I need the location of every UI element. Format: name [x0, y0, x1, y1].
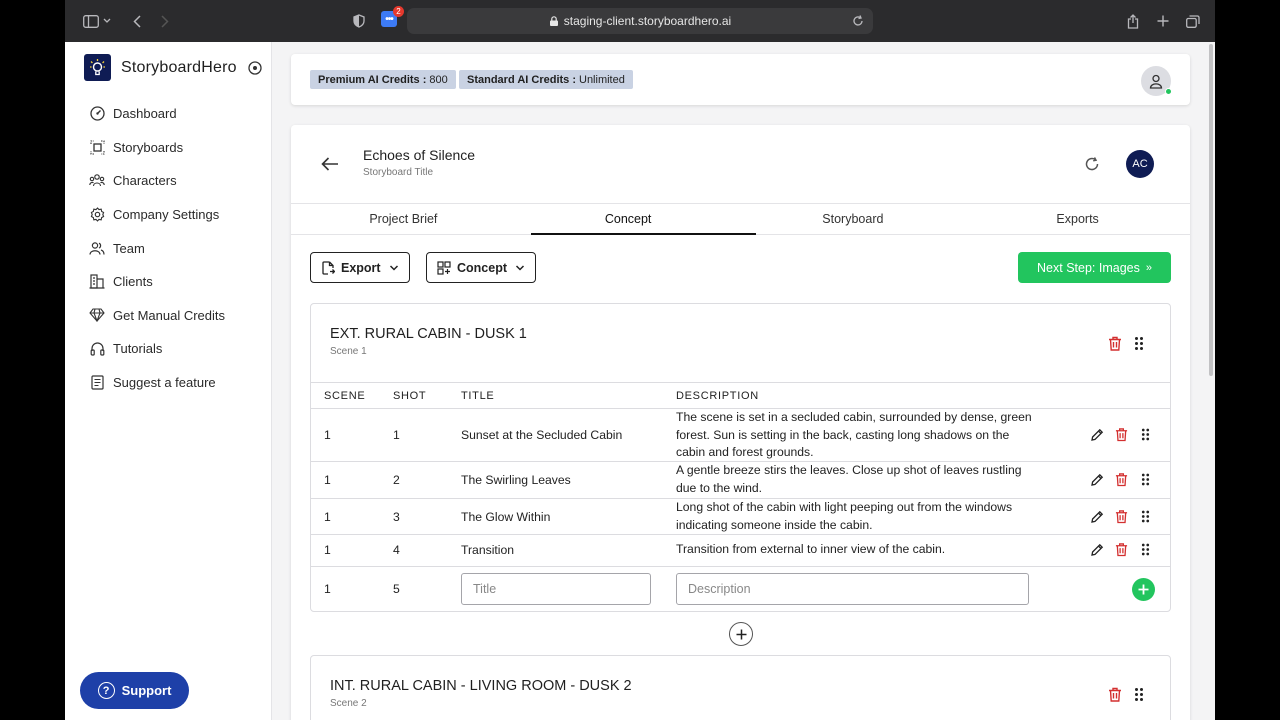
scene-header [311, 656, 1170, 720]
back-arrow-icon[interactable] [321, 157, 339, 171]
back-nav-icon[interactable] [127, 11, 147, 31]
cell-description: The scene is set in a secluded cabin, surrounded by dense, green forest. Sun is setting in the back, casting long shadows on the cabin and forest grounds. [676, 410, 1032, 459]
column-header-scene: SCENE [324, 390, 366, 402]
dashboard-icon [89, 106, 105, 122]
forward-nav-icon[interactable] [155, 11, 175, 31]
brand-logo[interactable] [84, 54, 237, 81]
premium-credits-value: 800 [429, 73, 448, 86]
storyboard-editor [291, 125, 1190, 720]
tab-exports[interactable]: Exports [1056, 212, 1099, 226]
browser-toolbar [65, 0, 1215, 42]
drag-handle-icon[interactable] [1141, 509, 1150, 524]
cell-scene: 1 [324, 582, 331, 596]
trash-icon[interactable] [1108, 336, 1122, 351]
standard-credits-label: Standard AI Credits : [467, 73, 576, 86]
standard-credits-value: Unlimited [579, 73, 625, 86]
collapse-sidebar-icon[interactable] [248, 61, 262, 75]
tab-storyboard[interactable]: Storyboard [822, 212, 884, 226]
cell-scene: 1 [324, 473, 331, 487]
step-tabs [291, 203, 1190, 235]
concept-dropdown-button[interactable] [426, 252, 536, 283]
cell-title: The Glow Within [461, 510, 551, 524]
scene-title[interactable]: INT. RURAL CABIN - LIVING ROOM - DUSK 2 [330, 678, 632, 694]
scene-card [310, 655, 1171, 720]
trash-icon[interactable] [1115, 427, 1128, 442]
lightbulb-logo-icon [84, 54, 111, 81]
sidebar-item-label: Storyboards [113, 139, 184, 155]
cell-shot: 2 [393, 473, 400, 487]
page-scrollbar[interactable] [1209, 44, 1213, 376]
sidebar-item-characters[interactable] [89, 164, 225, 198]
trash-icon[interactable] [1115, 542, 1128, 557]
new-tab-icon[interactable] [1153, 11, 1173, 31]
sidebar-item-dashboard[interactable] [89, 97, 225, 131]
extension-icon[interactable]: ••• [381, 11, 397, 27]
document-icon [89, 375, 105, 391]
sidebar-toggle-icon[interactable] [81, 11, 101, 31]
sidebar-item-suggest-feature[interactable] [89, 366, 225, 400]
new-shot-description-input[interactable] [676, 573, 1029, 605]
storyboard-title-caption: Storyboard Title [363, 167, 434, 178]
scene-header [311, 304, 1170, 383]
user-avatar[interactable] [1141, 66, 1171, 96]
cell-shot: 4 [393, 543, 400, 557]
sidebar-nav [89, 97, 225, 399]
cell-scene: 1 [324, 428, 331, 442]
new-shot-row [311, 567, 1170, 611]
cell-title: Transition [461, 543, 515, 557]
cell-scene: 1 [324, 510, 331, 524]
sidebar-item-company-settings[interactable] [89, 198, 225, 232]
tab-overview-icon[interactable] [1183, 11, 1203, 31]
team-icon [89, 240, 105, 256]
scene-label: Scene 2 [330, 698, 367, 709]
storyboards-icon [89, 139, 105, 155]
sidebar-item-label: Tutorials [113, 341, 163, 357]
next-step-label: Next Step: Images [1037, 260, 1140, 275]
drag-handle-icon[interactable] [1134, 336, 1144, 351]
new-shot-title-input[interactable] [461, 573, 651, 605]
pencil-icon[interactable] [1090, 473, 1104, 487]
concept-label: Concept [457, 260, 507, 275]
clients-icon [89, 274, 105, 290]
drag-handle-icon[interactable] [1141, 542, 1150, 557]
drag-handle-icon[interactable] [1141, 472, 1150, 487]
collaborator-avatar[interactable]: AC [1126, 150, 1154, 178]
export-label: Export [341, 260, 381, 275]
sidebar-item-label: Clients [113, 274, 153, 290]
app-viewport [65, 42, 1215, 720]
sidebar [65, 42, 272, 720]
next-step-button[interactable] [1018, 252, 1171, 283]
chevron-down-icon[interactable] [101, 11, 113, 31]
online-status-dot [1165, 88, 1172, 95]
column-header-title: TITLE [461, 390, 495, 402]
cell-description: Long shot of the cabin with light peeping out from the windows indicating someone inside the cabin. [676, 500, 1013, 532]
url-text: staging-client.storyboardhero.ai [563, 14, 732, 28]
sidebar-item-label: Dashboard [113, 106, 177, 122]
scene-title[interactable]: EXT. RURAL CABIN - DUSK 1 [330, 326, 527, 342]
address-bar[interactable] [407, 8, 873, 34]
table-row[interactable] [311, 409, 1170, 462]
sidebar-item-storyboards[interactable] [89, 131, 225, 165]
grid-icon [437, 261, 451, 275]
trash-icon[interactable] [1115, 472, 1128, 487]
pencil-icon[interactable] [1090, 543, 1104, 557]
plus-icon [736, 629, 747, 640]
sidebar-item-label: Get Manual Credits [113, 307, 225, 323]
cell-scene: 1 [324, 543, 331, 557]
sidebar-item-tutorials[interactable] [89, 332, 225, 366]
pencil-icon[interactable] [1090, 510, 1104, 524]
settings-icon [89, 207, 105, 223]
chevron-down-icon [389, 263, 399, 273]
shield-icon[interactable] [349, 11, 369, 31]
scene-card [310, 303, 1171, 612]
column-header-description: DESCRIPTION [676, 390, 759, 402]
add-shot-button[interactable] [1132, 578, 1155, 601]
cell-description: A gentle breeze stirs the leaves. Close up shot of leaves rustling due to the wind. [676, 463, 1022, 495]
chevron-down-icon [515, 263, 525, 273]
brand-name: StoryboardHero [121, 58, 237, 76]
refresh-icon[interactable] [1084, 156, 1100, 172]
cell-title: Sunset at the Secluded Cabin [461, 428, 623, 442]
tab-project-brief[interactable]: Project Brief [369, 212, 438, 226]
sidebar-item-get-manual-credits[interactable] [89, 299, 225, 333]
support-button[interactable] [80, 672, 189, 709]
sidebar-item-clients[interactable] [89, 265, 225, 299]
characters-icon [89, 173, 105, 189]
storyboard-title[interactable]: Echoes of Silence [363, 147, 476, 163]
credits-bar [291, 54, 1190, 105]
reload-icon[interactable] [851, 14, 865, 28]
extension-badge-count: 2 [393, 6, 404, 17]
sidebar-item-label: Company Settings [113, 207, 220, 223]
cell-shot: 5 [393, 582, 400, 596]
cell-description: Transition from external to inner view of the cabin. [676, 542, 946, 556]
sidebar-item-label: Suggest a feature [113, 375, 216, 391]
export-icon [321, 261, 335, 275]
tab-concept[interactable]: Concept [516, 204, 741, 234]
drag-handle-icon[interactable] [1134, 687, 1144, 702]
sidebar-item-label: Characters [113, 173, 177, 189]
plus-icon [1138, 584, 1149, 595]
headphones-icon [89, 341, 105, 357]
trash-icon[interactable] [1115, 509, 1128, 524]
premium-credits-badge [310, 70, 456, 89]
pencil-icon[interactable] [1090, 428, 1104, 442]
cell-title: The Swirling Leaves [461, 473, 571, 487]
scene-label: Scene 1 [330, 346, 367, 357]
diamond-icon [89, 307, 105, 323]
trash-icon[interactable] [1108, 687, 1122, 702]
question-icon: ? [98, 682, 115, 699]
add-scene-button[interactable] [729, 622, 753, 646]
table-row[interactable] [311, 535, 1170, 567]
premium-credits-label: Premium AI Credits : [318, 73, 427, 86]
table-row[interactable] [311, 499, 1170, 535]
shots-table-header [311, 383, 1170, 409]
standard-credits-badge [459, 70, 633, 89]
column-header-shot: SHOT [393, 390, 427, 402]
sidebar-item-label: Team [113, 240, 145, 256]
drag-handle-icon[interactable] [1141, 427, 1150, 442]
support-label: Support [121, 683, 172, 698]
table-row[interactable] [311, 462, 1170, 499]
share-icon[interactable] [1123, 11, 1143, 31]
user-icon [1149, 74, 1163, 89]
double-chevron-right-icon: » [1145, 261, 1152, 274]
lock-icon [549, 16, 559, 26]
cell-shot: 3 [393, 510, 400, 524]
sidebar-item-team[interactable] [89, 231, 225, 265]
cell-shot: 1 [393, 428, 400, 442]
export-dropdown-button[interactable] [310, 252, 410, 283]
